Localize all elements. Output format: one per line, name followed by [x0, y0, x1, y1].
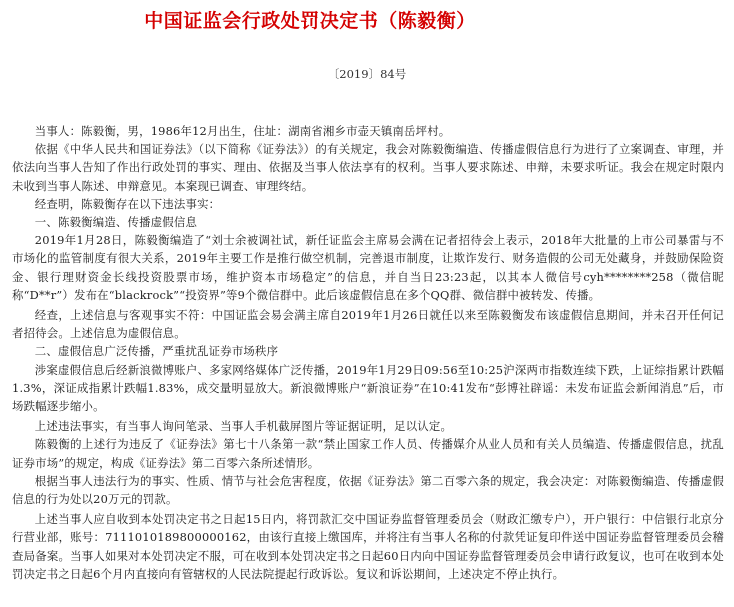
document-body — [12, 122, 724, 583]
fact-paragraph-one: 2019年1月28日，陈毅衡编造了“刘士余被调社试，新任证监会主席易会满在记者招待会上表示，2018年大批量的上市公司暴雷与不市场化的监管制度有很大关系，2019年主要工作是推行做空机制，完善退市制度，让欺诈发行、财务造假的公司无处藏身，并鼓励保险资金、银行理财资金长线投资股票市场，维护资本市场稳定”的信息，并自当日23:23起，以其本人微信号cyh********258（微信昵称“D**r”）发布在“blackrock”“投资界”等9个微信群中。此后该虚假信息在多个QQ群、微信群中被转发、传播。 — [12, 233, 724, 302]
document-number: 〔2019〕84号 — [327, 67, 407, 81]
fact-paragraph-three: 涉案虚假信息后经新浪微博账户、多家网络媒体广泛传播，2019年1月29日09:56至10:25沪深两市指数连续下跌，上证综指累计跌幅1.3%，深证成指累计跌幅1.83%，成交量明显放大。新浪微博账户“新浪证券”在10:41发布“彭博社辟谣：未发布证监会新闻消息”后，市场跌幅逐步缩小。 — [12, 362, 724, 414]
party-paragraph: 当事人：陈毅衡，男，1986年12月出生，住址：湖南省湘乡市壶天镇南岳坪村。 — [34, 124, 451, 138]
decision-paragraph: 根据当事人违法行为的事实、性质、情节与社会危害程度，依据《证券法》第二百零六条的规定，我会决定：对陈毅衡编造、传播虚假信息的行为处以20万元的罚款。 — [12, 473, 724, 507]
section-heading-one: 一、陈毅衡编造、传播虚假信息 — [34, 215, 198, 230]
document-title: 中国证监会行政处罚决定书（陈毅衡） — [144, 10, 476, 32]
payment-paragraph: 上述当事人应自收到本处罚决定书之日起15日内，将罚款汇交中国证券监督管理委员会（财政汇缴专户），开户银行：中信银行北京分行营业部，账号：7111010189800000162，由该行直接上缴国库，并将注有当事人名称的付款凭证复印件送中国证券监督管理委员会稽查局备案。当事人如果对本处罚决定不服，可在收到本处罚决定书之日起60日内向中国证券监督管理委员会申请行政复议，也可在收到本处罚决定书之日起6个月内直接向有管辖权的人民法院提起行政诉讼。复议和诉讼期间，上述决定不停止执行。 — [12, 512, 724, 581]
fact-paragraph-two: 经查，上述信息与客观事实不符：中国证监会易会满主席自2019年1月26日就任以来至陈毅衡发布该虚假信息期间，并未召开任何记者招待会。上述信息为虚假信息。 — [12, 308, 724, 341]
procedure-paragraph: 依据《中华人民共和国证券法》（以下简称《证券法》）的有关规定，我会对陈毅衡编造、传播虚假信息行为进行了立案调查、审理，并依法向当事人告知了作出行政处罚的事实、理由、依据及当事人依法享有的权利。当事人要求陈述、申辩，未要求听证。我会在规定时限内未收到当事人陈述、申辩意见。本案现已调查、审理终结。 — [12, 142, 724, 193]
violation-paragraph: 陈毅衡的上述行为违反了《证券法》第七十八条第一款“禁止国家工作人员、传播媒介从业人员和有关人员编造、传播虚假信息，扰乱证券市场”的规定，构成《证券法》第二百零六条所述情形。 — [12, 437, 724, 470]
findings-intro: 经查明，陈毅衡存在以下违法事实： — [34, 196, 221, 211]
section-heading-two: 二、虚假信息广泛传播，严重扰乱证券市场秩序 — [34, 344, 279, 359]
evidence-paragraph: 上述违法事实，有当事人询问笔录、当事人手机截屏图片等证据证明，足以认定。 — [34, 419, 453, 434]
